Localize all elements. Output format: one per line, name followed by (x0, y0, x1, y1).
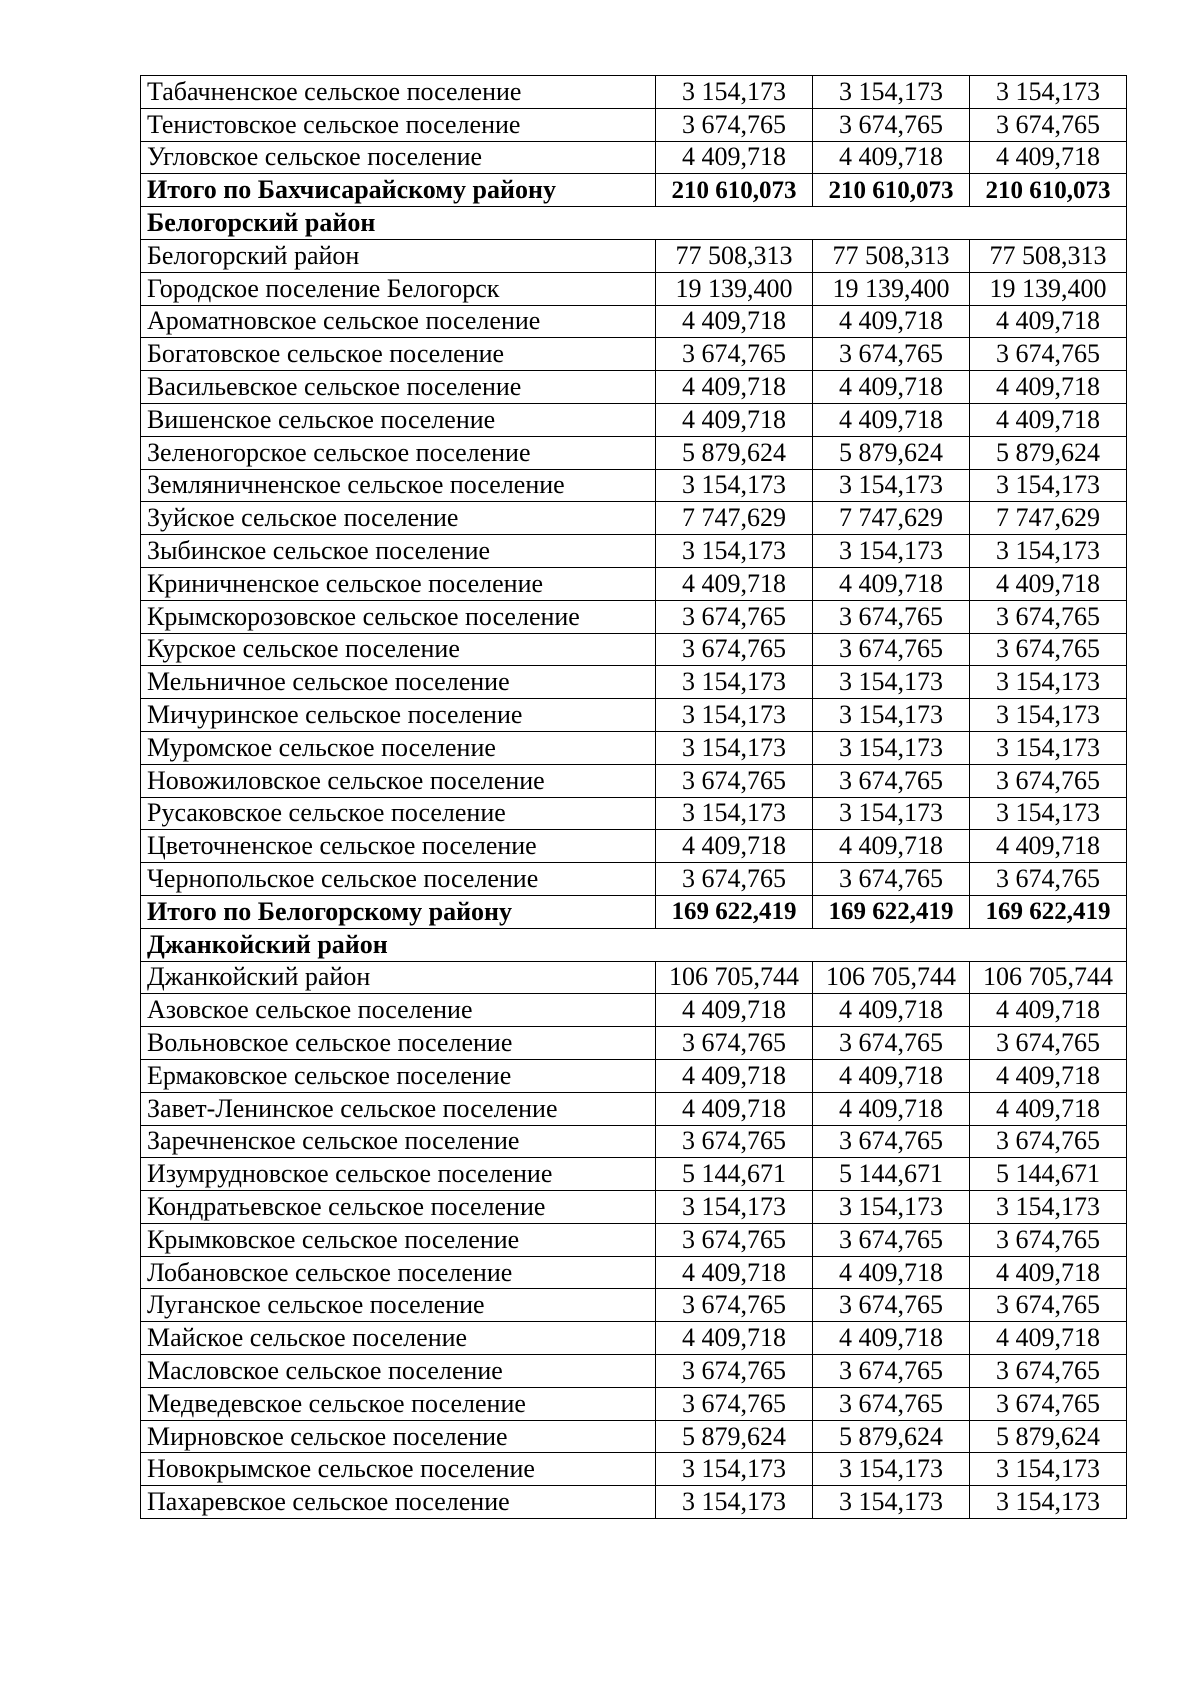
amount-cell-year-1: 3 154,173 (656, 535, 813, 568)
settlement-name-cell: Луганское сельское поселение (141, 1289, 656, 1322)
table-row (141, 863, 1127, 896)
amount-cell-year-1: 3 674,765 (656, 338, 813, 371)
amount-cell-year-2: 3 674,765 (813, 108, 970, 141)
amount-cell-year-3: 3 154,173 (970, 797, 1127, 830)
amount-cell-year-3: 3 674,765 (970, 764, 1127, 797)
table-row (141, 830, 1127, 863)
amount-cell-year-3: 3 674,765 (970, 1125, 1127, 1158)
table-row (141, 1092, 1127, 1125)
table-row (141, 371, 1127, 404)
amount-cell-year-3: 3 154,173 (970, 469, 1127, 502)
table-row (141, 1486, 1127, 1519)
amount-cell-year-1: 4 409,718 (656, 403, 813, 436)
amount-cell-year-3: 4 409,718 (970, 567, 1127, 600)
amount-cell-year-3: 3 674,765 (970, 1223, 1127, 1256)
table-row (141, 305, 1127, 338)
amount-cell-year-2: 3 674,765 (813, 1027, 970, 1060)
amount-cell-year-1: 3 674,765 (656, 1125, 813, 1158)
settlement-name-cell: Зеленогорское сельское поселение (141, 436, 656, 469)
amount-cell-year-2: 3 154,173 (813, 535, 970, 568)
amount-cell-year-1: 3 674,765 (656, 1027, 813, 1060)
settlement-name-cell: Вольновское сельское поселение (141, 1027, 656, 1060)
settlement-name-cell: Мичуринское сельское поселение (141, 699, 656, 732)
amount-cell-year-3: 5 879,624 (970, 1420, 1127, 1453)
amount-cell-year-1: 5 879,624 (656, 436, 813, 469)
amount-cell-year-1: 4 409,718 (656, 994, 813, 1027)
table-row (141, 403, 1127, 436)
amount-cell-year-2: 3 674,765 (813, 600, 970, 633)
settlement-name-cell: Ермаковское сельское поселение (141, 1059, 656, 1092)
amount-cell-year-2: 3 154,173 (813, 797, 970, 830)
settlement-name-cell: Джанкойский район (141, 961, 656, 994)
section-header-row (141, 928, 1127, 961)
amount-cell-year-2: 3 154,173 (813, 666, 970, 699)
table-row (141, 764, 1127, 797)
amount-cell-year-3: 3 154,173 (970, 666, 1127, 699)
settlement-name-cell: Крымковское сельское поселение (141, 1223, 656, 1256)
settlement-name-cell: Тенистовское сельское поселение (141, 108, 656, 141)
amount-cell-year-2: 3 154,173 (813, 1486, 970, 1519)
settlement-name-cell: Изумрудновское сельское поселение (141, 1158, 656, 1191)
amount-cell-year-2: 3 154,173 (813, 1191, 970, 1224)
amount-cell-year-1: 169 622,419 (656, 895, 813, 928)
section-title: Джанкойский район (141, 928, 1127, 961)
amount-cell-year-1: 4 409,718 (656, 371, 813, 404)
table-row (141, 1223, 1127, 1256)
amount-cell-year-1: 5 144,671 (656, 1158, 813, 1191)
settlement-name-cell: Итого по Белогорскому району (141, 895, 656, 928)
amount-cell-year-2: 4 409,718 (813, 403, 970, 436)
amount-cell-year-2: 77 508,313 (813, 239, 970, 272)
amount-cell-year-1: 19 139,400 (656, 272, 813, 305)
table-row (141, 1125, 1127, 1158)
amount-cell-year-1: 3 674,765 (656, 1223, 813, 1256)
table-row (141, 731, 1127, 764)
table-row (141, 994, 1127, 1027)
total-row (141, 895, 1127, 928)
table-row (141, 338, 1127, 371)
section-header-row (141, 207, 1127, 240)
settlement-name-cell: Мельничное сельское поселение (141, 666, 656, 699)
amount-cell-year-3: 3 154,173 (970, 699, 1127, 732)
settlement-name-cell: Лобановское сельское поселение (141, 1256, 656, 1289)
amount-cell-year-2: 4 409,718 (813, 141, 970, 174)
settlement-name-cell: Криничненское сельское поселение (141, 567, 656, 600)
settlement-name-cell: Угловское сельское поселение (141, 141, 656, 174)
table-row (141, 797, 1127, 830)
settlement-name-cell: Белогорский район (141, 239, 656, 272)
amount-cell-year-2: 3 154,173 (813, 1453, 970, 1486)
table-row (141, 108, 1127, 141)
amount-cell-year-3: 77 508,313 (970, 239, 1127, 272)
section-title: Белогорский район (141, 207, 1127, 240)
amount-cell-year-1: 3 154,173 (656, 1486, 813, 1519)
table-row (141, 1420, 1127, 1453)
table-row (141, 272, 1127, 305)
table-row (141, 600, 1127, 633)
settlement-name-cell: Курское сельское поселение (141, 633, 656, 666)
amount-cell-year-2: 3 674,765 (813, 1125, 970, 1158)
amount-cell-year-2: 106 705,744 (813, 961, 970, 994)
table-row (141, 1289, 1127, 1322)
amount-cell-year-3: 3 674,765 (970, 338, 1127, 371)
amount-cell-year-3: 3 154,173 (970, 1453, 1127, 1486)
table-row (141, 1158, 1127, 1191)
table-row (141, 535, 1127, 568)
settlement-name-cell: Новожиловское сельское поселение (141, 764, 656, 797)
amount-cell-year-2: 3 674,765 (813, 764, 970, 797)
settlement-name-cell: Итого по Бахчисарайскому району (141, 174, 656, 207)
amount-cell-year-3: 3 154,173 (970, 1191, 1127, 1224)
amount-cell-year-1: 3 674,765 (656, 1387, 813, 1420)
amount-cell-year-1: 7 747,629 (656, 502, 813, 535)
amount-cell-year-3: 7 747,629 (970, 502, 1127, 535)
amount-cell-year-2: 4 409,718 (813, 1322, 970, 1355)
amount-cell-year-3: 5 879,624 (970, 436, 1127, 469)
amount-cell-year-3: 4 409,718 (970, 1322, 1127, 1355)
amount-cell-year-3: 4 409,718 (970, 371, 1127, 404)
settlement-name-cell: Русаковское сельское поселение (141, 797, 656, 830)
amount-cell-year-2: 3 674,765 (813, 633, 970, 666)
amount-cell-year-2: 4 409,718 (813, 994, 970, 1027)
amount-cell-year-2: 5 879,624 (813, 1420, 970, 1453)
settlement-name-cell: Майское сельское поселение (141, 1322, 656, 1355)
amount-cell-year-2: 3 154,173 (813, 731, 970, 764)
amount-cell-year-2: 3 154,173 (813, 76, 970, 109)
settlement-name-cell: Чернопольское сельское поселение (141, 863, 656, 896)
amount-cell-year-1: 3 674,765 (656, 863, 813, 896)
allocation-table (140, 75, 1127, 1519)
table-row (141, 239, 1127, 272)
table-row (141, 666, 1127, 699)
settlement-name-cell: Зыбинское сельское поселение (141, 535, 656, 568)
table-row (141, 1027, 1127, 1060)
settlement-name-cell: Мирновское сельское поселение (141, 1420, 656, 1453)
amount-cell-year-1: 106 705,744 (656, 961, 813, 994)
amount-cell-year-1: 77 508,313 (656, 239, 813, 272)
amount-cell-year-3: 4 409,718 (970, 830, 1127, 863)
amount-cell-year-3: 3 674,765 (970, 108, 1127, 141)
amount-cell-year-2: 4 409,718 (813, 1256, 970, 1289)
table-row (141, 1059, 1127, 1092)
settlement-name-cell: Пахаревское сельское поселение (141, 1486, 656, 1519)
amount-cell-year-1: 4 409,718 (656, 1092, 813, 1125)
amount-cell-year-3: 4 409,718 (970, 1256, 1127, 1289)
amount-cell-year-1: 3 674,765 (656, 1355, 813, 1388)
amount-cell-year-1: 4 409,718 (656, 305, 813, 338)
amount-cell-year-1: 3 674,765 (656, 600, 813, 633)
amount-cell-year-2: 3 154,173 (813, 699, 970, 732)
table-row (141, 436, 1127, 469)
settlement-name-cell: Крымскорозовское сельское поселение (141, 600, 656, 633)
amount-cell-year-1: 3 674,765 (656, 633, 813, 666)
settlement-name-cell: Зуйское сельское поселение (141, 502, 656, 535)
amount-cell-year-3: 4 409,718 (970, 141, 1127, 174)
total-row (141, 174, 1127, 207)
amount-cell-year-1: 3 154,173 (656, 76, 813, 109)
amount-cell-year-3: 3 674,765 (970, 633, 1127, 666)
amount-cell-year-3: 3 154,173 (970, 76, 1127, 109)
amount-cell-year-1: 210 610,073 (656, 174, 813, 207)
amount-cell-year-3: 3 674,765 (970, 1387, 1127, 1420)
amount-cell-year-2: 3 674,765 (813, 1355, 970, 1388)
amount-cell-year-2: 4 409,718 (813, 371, 970, 404)
amount-cell-year-2: 3 674,765 (813, 1289, 970, 1322)
amount-cell-year-2: 3 674,765 (813, 1223, 970, 1256)
table-row (141, 961, 1127, 994)
amount-cell-year-2: 19 139,400 (813, 272, 970, 305)
amount-cell-year-1: 3 674,765 (656, 1289, 813, 1322)
amount-cell-year-1: 4 409,718 (656, 141, 813, 174)
amount-cell-year-2: 3 674,765 (813, 338, 970, 371)
amount-cell-year-1: 4 409,718 (656, 567, 813, 600)
amount-cell-year-3: 4 409,718 (970, 403, 1127, 436)
table-row (141, 141, 1127, 174)
amount-cell-year-1: 4 409,718 (656, 1322, 813, 1355)
amount-cell-year-2: 4 409,718 (813, 567, 970, 600)
amount-cell-year-1: 3 154,173 (656, 797, 813, 830)
table-row (141, 1256, 1127, 1289)
amount-cell-year-3: 4 409,718 (970, 994, 1127, 1027)
settlement-name-cell: Кондратьевское сельское поселение (141, 1191, 656, 1224)
amount-cell-year-1: 3 674,765 (656, 764, 813, 797)
settlement-name-cell: Масловское сельское поселение (141, 1355, 656, 1388)
amount-cell-year-1: 4 409,718 (656, 1256, 813, 1289)
amount-cell-year-1: 3 154,173 (656, 731, 813, 764)
amount-cell-year-3: 19 139,400 (970, 272, 1127, 305)
amount-cell-year-3: 4 409,718 (970, 1092, 1127, 1125)
amount-cell-year-3: 4 409,718 (970, 1059, 1127, 1092)
amount-cell-year-2: 5 879,624 (813, 436, 970, 469)
amount-cell-year-2: 210 610,073 (813, 174, 970, 207)
settlement-name-cell: Городское поселение Белогорск (141, 272, 656, 305)
amount-cell-year-3: 3 674,765 (970, 1355, 1127, 1388)
amount-cell-year-3: 3 674,765 (970, 863, 1127, 896)
amount-cell-year-2: 7 747,629 (813, 502, 970, 535)
table-body (141, 76, 1127, 1519)
settlement-name-cell: Вишенское сельское поселение (141, 403, 656, 436)
settlement-name-cell: Медведевское сельское поселение (141, 1387, 656, 1420)
settlement-name-cell: Богатовское сельское поселение (141, 338, 656, 371)
amount-cell-year-1: 3 674,765 (656, 108, 813, 141)
amount-cell-year-1: 3 154,173 (656, 469, 813, 502)
amount-cell-year-2: 169 622,419 (813, 895, 970, 928)
table-row (141, 633, 1127, 666)
table-row (141, 1355, 1127, 1388)
settlement-name-cell: Муромское сельское поселение (141, 731, 656, 764)
table-row (141, 1191, 1127, 1224)
amount-cell-year-3: 4 409,718 (970, 305, 1127, 338)
amount-cell-year-2: 3 674,765 (813, 863, 970, 896)
amount-cell-year-2: 5 144,671 (813, 1158, 970, 1191)
amount-cell-year-1: 5 879,624 (656, 1420, 813, 1453)
amount-cell-year-1: 3 154,173 (656, 1191, 813, 1224)
table-row (141, 469, 1127, 502)
settlement-name-cell: Новокрымское сельское поселение (141, 1453, 656, 1486)
amount-cell-year-2: 3 154,173 (813, 469, 970, 502)
amount-cell-year-3: 106 705,744 (970, 961, 1127, 994)
table-row (141, 1322, 1127, 1355)
table-row (141, 567, 1127, 600)
amount-cell-year-1: 3 154,173 (656, 699, 813, 732)
amount-cell-year-3: 3 674,765 (970, 600, 1127, 633)
amount-cell-year-3: 3 674,765 (970, 1289, 1127, 1322)
settlement-name-cell: Азовское сельское поселение (141, 994, 656, 1027)
settlement-name-cell: Земляничненское сельское поселение (141, 469, 656, 502)
table-row (141, 502, 1127, 535)
settlement-name-cell: Табачненское сельское поселение (141, 76, 656, 109)
table-row (141, 699, 1127, 732)
amount-cell-year-1: 4 409,718 (656, 830, 813, 863)
amount-cell-year-3: 169 622,419 (970, 895, 1127, 928)
amount-cell-year-2: 4 409,718 (813, 305, 970, 338)
amount-cell-year-3: 3 154,173 (970, 535, 1127, 568)
amount-cell-year-1: 4 409,718 (656, 1059, 813, 1092)
amount-cell-year-3: 3 154,173 (970, 1486, 1127, 1519)
settlement-name-cell: Завет-Ленинское сельское поселение (141, 1092, 656, 1125)
settlement-name-cell: Цветочненское сельское поселение (141, 830, 656, 863)
table-row (141, 1387, 1127, 1420)
amount-cell-year-2: 4 409,718 (813, 1092, 970, 1125)
settlement-name-cell: Ароматновское сельское поселение (141, 305, 656, 338)
amount-cell-year-1: 3 154,173 (656, 666, 813, 699)
amount-cell-year-3: 5 144,671 (970, 1158, 1127, 1191)
settlement-name-cell: Заречненское сельское поселение (141, 1125, 656, 1158)
settlement-name-cell: Васильевское сельское поселение (141, 371, 656, 404)
amount-cell-year-3: 3 674,765 (970, 1027, 1127, 1060)
table-row (141, 76, 1127, 109)
amount-cell-year-3: 210 610,073 (970, 174, 1127, 207)
amount-cell-year-1: 3 154,173 (656, 1453, 813, 1486)
amount-cell-year-3: 3 154,173 (970, 731, 1127, 764)
table-row (141, 1453, 1127, 1486)
amount-cell-year-2: 4 409,718 (813, 830, 970, 863)
amount-cell-year-2: 3 674,765 (813, 1387, 970, 1420)
amount-cell-year-2: 4 409,718 (813, 1059, 970, 1092)
